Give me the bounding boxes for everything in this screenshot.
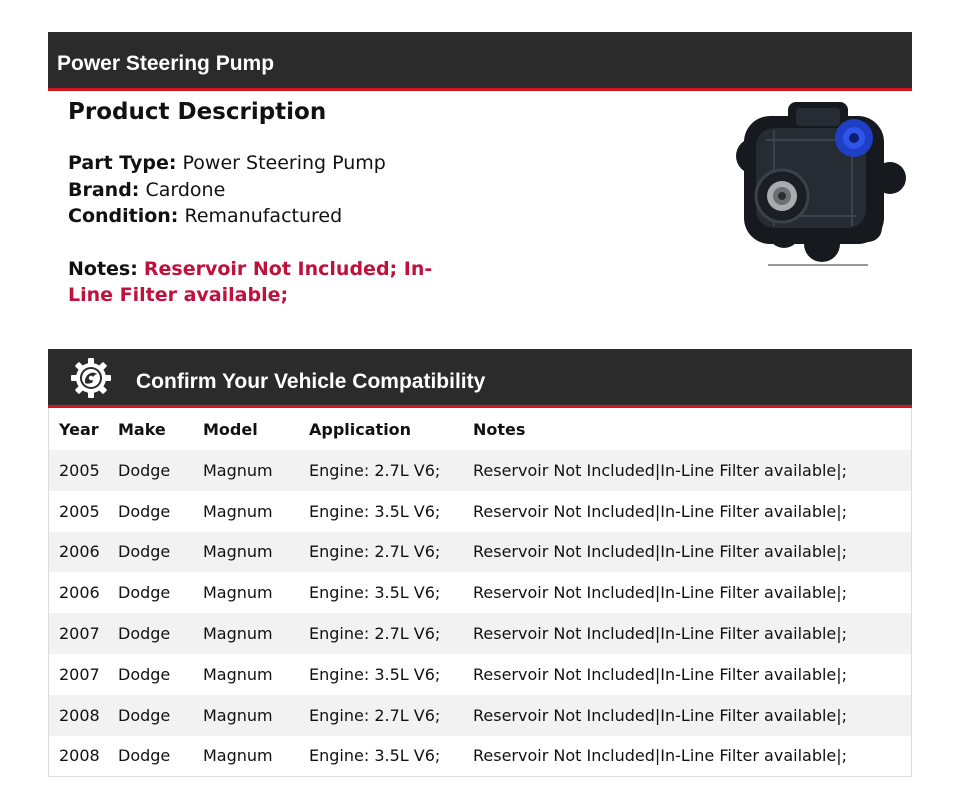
cell-make: Dodge xyxy=(118,542,171,562)
column-header-year: Year xyxy=(59,419,99,439)
spec-label: Brand: xyxy=(68,178,140,201)
cell-model: Magnum xyxy=(203,583,273,603)
cell-application: Engine: 2.7L V6; xyxy=(309,542,441,562)
cell-application: Engine: 3.5L V6; xyxy=(309,501,441,521)
cell-make: Dodge xyxy=(118,460,171,480)
cell-year: 2005 xyxy=(59,460,100,480)
description-heading: Product Description xyxy=(68,99,327,125)
cell-make: Dodge xyxy=(118,624,171,644)
cell-model: Magnum xyxy=(203,746,273,766)
cell-year: 2008 xyxy=(59,746,100,766)
cell-model: Magnum xyxy=(203,501,273,521)
spec-brand xyxy=(68,177,668,204)
compatibility-title: Confirm Your Vehicle Compatibility xyxy=(136,370,486,393)
cell-year: 2007 xyxy=(59,624,100,644)
cell-make: Dodge xyxy=(118,583,171,603)
product-title: Power Steering Pump xyxy=(57,52,275,75)
table-row xyxy=(49,572,911,613)
cell-model: Magnum xyxy=(203,705,273,725)
cell-year: 2007 xyxy=(59,664,100,684)
spec-list xyxy=(68,150,668,230)
spec-part-type xyxy=(68,150,668,177)
cell-make: Dodge xyxy=(118,664,171,684)
table-row xyxy=(49,736,911,777)
product-notes xyxy=(68,256,448,309)
cell-application: Engine: 3.5L V6; xyxy=(309,583,441,603)
spec-value: Remanufactured xyxy=(184,205,343,227)
spec-value: Power Steering Pump xyxy=(182,152,386,174)
column-header-make: Make xyxy=(118,419,166,439)
cell-year: 2008 xyxy=(59,705,100,725)
cell-application: Engine: 3.5L V6; xyxy=(309,664,441,684)
notes-value: Reservoir Not Included; In-Line Filter available; xyxy=(68,257,433,306)
table-row xyxy=(49,654,911,695)
cell-model: Magnum xyxy=(203,624,273,644)
cell-make: Dodge xyxy=(118,746,171,766)
cell-notes: Reservoir Not Included|In-Line Filter available|; xyxy=(473,664,848,684)
table-body xyxy=(49,450,911,776)
notes-label: Notes: xyxy=(68,257,138,280)
table-row xyxy=(49,491,911,532)
cell-model: Magnum xyxy=(203,664,273,684)
table-row xyxy=(49,450,911,491)
compatibility-table xyxy=(48,408,912,777)
cell-year: 2006 xyxy=(59,542,100,562)
column-header-model: Model xyxy=(203,419,258,439)
table-row xyxy=(49,532,911,573)
table-row xyxy=(49,695,911,736)
gear-icon xyxy=(70,357,112,399)
cell-notes: Reservoir Not Included|In-Line Filter available|; xyxy=(473,624,848,644)
column-header-notes: Notes xyxy=(473,419,526,439)
cell-application: Engine: 2.7L V6; xyxy=(309,705,441,725)
cell-application: Engine: 3.5L V6; xyxy=(309,746,441,766)
table-header-row xyxy=(49,408,911,450)
cell-application: Engine: 2.7L V6; xyxy=(309,624,441,644)
cell-model: Magnum xyxy=(203,460,273,480)
product-description xyxy=(68,96,668,309)
product-image xyxy=(726,100,910,268)
cell-notes: Reservoir Not Included|In-Line Filter available|; xyxy=(473,542,848,562)
spec-label: Part Type: xyxy=(68,152,177,174)
spec-value: Cardone xyxy=(145,178,226,201)
compatibility-banner xyxy=(48,349,912,408)
spec-condition xyxy=(68,203,668,230)
cell-make: Dodge xyxy=(118,705,171,725)
cell-notes: Reservoir Not Included|In-Line Filter available|; xyxy=(473,501,848,521)
cell-notes: Reservoir Not Included|In-Line Filter available|; xyxy=(473,460,848,480)
cell-year: 2006 xyxy=(59,583,100,603)
cell-model: Magnum xyxy=(203,542,273,562)
cell-application: Engine: 2.7L V6; xyxy=(309,460,441,480)
table-row xyxy=(49,613,911,654)
cell-notes: Reservoir Not Included|In-Line Filter available|; xyxy=(473,746,848,766)
product-title-banner xyxy=(48,32,912,91)
spec-label: Condition: xyxy=(68,205,179,227)
column-header-application: Application xyxy=(309,419,412,439)
cell-notes: Reservoir Not Included|In-Line Filter available|; xyxy=(473,583,848,603)
cell-year: 2005 xyxy=(59,501,100,521)
cell-make: Dodge xyxy=(118,501,171,521)
cell-notes: Reservoir Not Included|In-Line Filter available|; xyxy=(473,705,848,725)
